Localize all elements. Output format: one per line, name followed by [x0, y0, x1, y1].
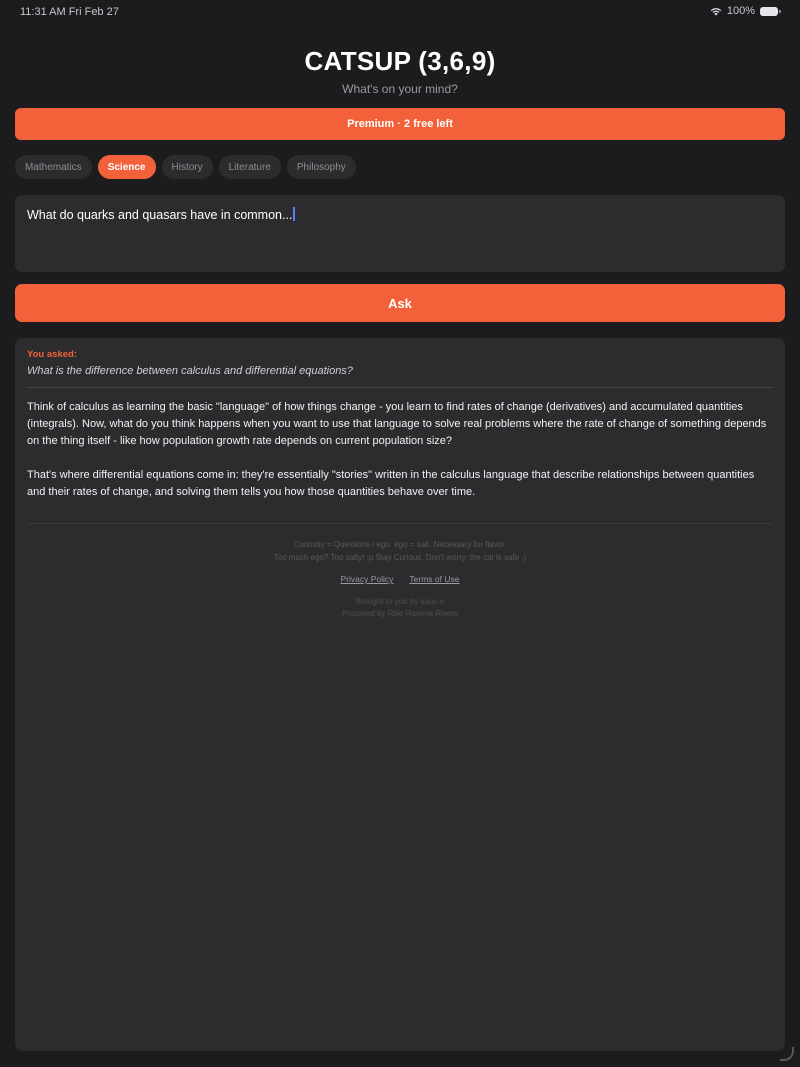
app-title: CATSUP (3,6,9): [304, 46, 496, 76]
footer: [27, 538, 773, 620]
credit-line: Prepared by Rille Ravena Rivers: [341, 609, 459, 618]
subject-tabs: [15, 155, 356, 179]
answer-text: [27, 399, 773, 501]
ask-button[interactable]: Ask: [15, 284, 785, 322]
battery-icon: [760, 7, 778, 16]
footer-tagline: Curiosity = Questions / ego. ego = salt. Necessary for flavor.: [293, 540, 507, 549]
tab-mathematics[interactable]: Mathematics: [15, 155, 92, 179]
premium-button[interactable]: Premium · 2 free left: [15, 108, 785, 140]
answer-paragraph: Think of calculus as learning the basic "language" of how things change - you learn to find rates of change (derivatives) and accumulated quantities (integrals). Now, what do you think happens when you want to use that language to solve real problems where the rate of change of something depends on the thing itself - like how population growth rate depends on current population size?: [27, 401, 767, 447]
asked-question: What is the difference between calculus and differential equations?: [27, 365, 353, 377]
footer-links: [27, 574, 773, 584]
question-input[interactable]: [15, 195, 785, 272]
status-indicators: [710, 5, 778, 17]
tab-literature[interactable]: Literature: [219, 155, 281, 179]
wifi-icon: [710, 7, 722, 16]
app-subtitle: What's on your mind?: [342, 82, 458, 96]
resize-handle-icon[interactable]: [780, 1047, 794, 1061]
battery-percent: 100%: [726, 5, 755, 17]
you-asked-label: You asked:: [27, 349, 77, 360]
tab-philosophy[interactable]: Philosophy: [287, 155, 356, 179]
divider: [27, 387, 773, 388]
question-input-text: What do quarks and quasars have in common...: [27, 208, 293, 222]
footer-tagline: Too much ego? Too salty! :p Stay Curious. Don't worry, the cat is safe :): [273, 553, 527, 562]
status-time: 11:31 AM Fri Feb 27: [20, 6, 119, 18]
answer-panel: [15, 338, 785, 1051]
credits: [27, 596, 773, 620]
header: [0, 46, 800, 96]
text-cursor: [293, 207, 295, 221]
terms-of-use-link[interactable]: Terms of Use: [409, 574, 460, 584]
footer-divider: [27, 523, 773, 524]
answer-paragraph: That's where differential equations come in: they're essentially "stories" written in the calculus language that describe relationships between quantities and their rates of change, and solving them tells you how those quantities behave over time.: [27, 469, 755, 498]
status-bar: [0, 0, 800, 24]
tab-science[interactable]: Science: [98, 155, 156, 179]
tab-history[interactable]: History: [162, 155, 213, 179]
privacy-policy-link[interactable]: Privacy Policy: [340, 574, 394, 584]
credit-line: Brought to you by sauc-e: [355, 597, 445, 606]
